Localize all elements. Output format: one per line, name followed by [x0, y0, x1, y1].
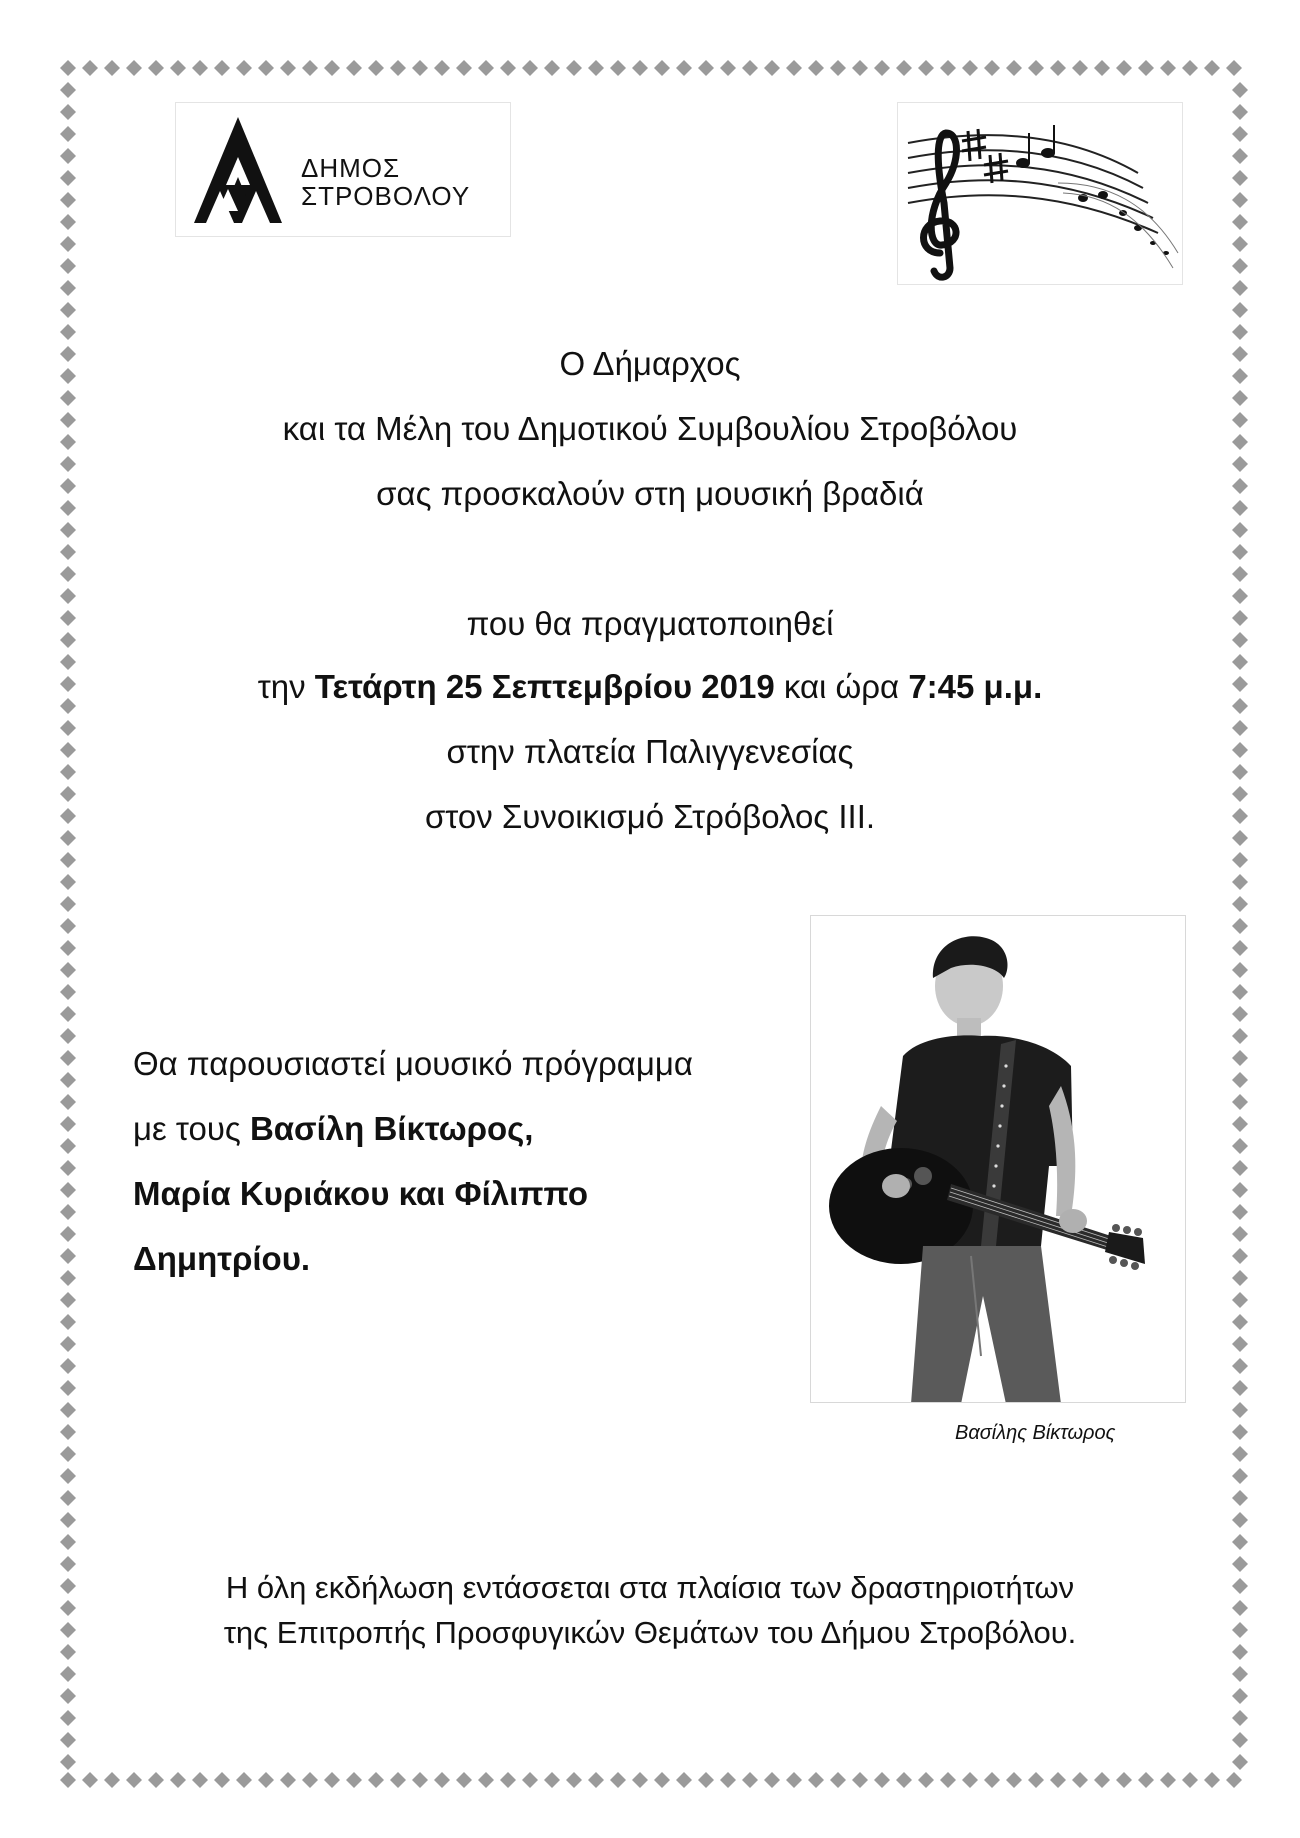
border-diamond — [280, 1772, 296, 1788]
border-diamond — [60, 1006, 76, 1022]
border-diamond — [1232, 1380, 1248, 1396]
border-diamond — [1232, 830, 1248, 846]
program-line-2 — [133, 1110, 533, 1148]
border-diamond — [60, 390, 76, 406]
border-diamond — [324, 1772, 340, 1788]
border-diamond — [1232, 918, 1248, 934]
border-diamond — [104, 1772, 120, 1788]
border-diamond — [1232, 214, 1248, 230]
guitarist-photo — [810, 915, 1186, 1403]
border-diamond — [60, 742, 76, 758]
border-diamond — [1116, 1772, 1132, 1788]
border-diamond — [588, 1772, 604, 1788]
border-diamond — [60, 588, 76, 604]
border-diamond — [60, 1512, 76, 1528]
time-prefix: και ώρα — [774, 668, 909, 705]
border-diamond — [1232, 654, 1248, 670]
border-diamond — [60, 1468, 76, 1484]
border-diamond — [1232, 236, 1248, 252]
border-diamond — [60, 1490, 76, 1506]
border-diamond — [60, 1138, 76, 1154]
border-diamond — [60, 1094, 76, 1110]
border-diamond — [60, 1072, 76, 1088]
border-diamond — [1232, 1732, 1248, 1748]
photo-caption: Βασίλης Βίκτωρος — [955, 1422, 1116, 1444]
border-diamond — [544, 1772, 560, 1788]
border-diamond — [786, 1772, 802, 1788]
border-diamond — [1232, 1138, 1248, 1154]
border-diamond — [1232, 1028, 1248, 1044]
border-diamond — [60, 324, 76, 340]
border-diamond — [60, 280, 76, 296]
border-diamond — [566, 1772, 582, 1788]
border-diamond — [60, 1666, 76, 1682]
footer-line-2: της Επιτροπής Προσφυγικών Θεμάτων του Δήμου Στροβόλου. — [223, 1615, 1077, 1650]
border-diamond — [1232, 126, 1248, 142]
footer-text — [100, 1570, 1200, 1670]
border-diamond — [60, 500, 76, 516]
border-diamond — [60, 632, 76, 648]
border-diamond — [60, 1292, 76, 1308]
border-diamond — [302, 1772, 318, 1788]
border-diamond — [60, 148, 76, 164]
border-diamond — [1232, 1402, 1248, 1418]
border-diamond — [1232, 1578, 1248, 1594]
border-diamond — [1232, 1072, 1248, 1088]
border-diamond — [60, 214, 76, 230]
border-diamond — [1232, 1600, 1248, 1616]
invitation-line-7: στον Συνοικισμό Στρόβολος ΙΙΙ. — [424, 798, 876, 835]
border-diamond — [1050, 1772, 1066, 1788]
border-diamond — [170, 1772, 186, 1788]
border-diamond — [984, 1772, 1000, 1788]
border-diamond — [60, 1116, 76, 1132]
border-diamond — [60, 258, 76, 274]
invitation-line-3: σας προσκαλούν στη μουσική βραδιά — [376, 475, 924, 512]
border-diamond — [60, 698, 76, 714]
border-diamond — [1232, 148, 1248, 164]
border-diamond — [60, 1314, 76, 1330]
border-diamond — [60, 852, 76, 868]
border-diamond — [1232, 808, 1248, 824]
border-diamond — [60, 654, 76, 670]
border-diamond — [1232, 984, 1248, 1000]
program-line-3 — [133, 1175, 588, 1213]
border-diamond — [632, 1772, 648, 1788]
border-diamond — [60, 1226, 76, 1242]
border-diamond — [764, 1772, 780, 1788]
border-diamond — [60, 236, 76, 252]
border-diamond — [830, 1772, 846, 1788]
border-diamond — [1006, 1772, 1022, 1788]
border-diamond — [126, 1772, 142, 1788]
program-line-1: Θα παρουσιαστεί μουσικό πρόγραμμα — [133, 1045, 693, 1082]
border-diamond — [610, 1772, 626, 1788]
border-diamond — [1232, 1314, 1248, 1330]
border-diamond — [60, 1028, 76, 1044]
border-diamond — [412, 1772, 428, 1788]
border-diamond — [654, 1772, 670, 1788]
border-diamond — [60, 1424, 76, 1440]
border-diamond — [1232, 324, 1248, 340]
border-diamond — [60, 1248, 76, 1264]
border-diamond — [60, 1446, 76, 1462]
border-diamond — [1232, 1534, 1248, 1550]
border-diamond — [60, 1336, 76, 1352]
border-diamond — [60, 1380, 76, 1396]
invitation-line-1: Ο Δήμαρχος — [559, 345, 741, 382]
border-diamond — [60, 1182, 76, 1198]
border-diamond — [60, 1644, 76, 1660]
border-diamond — [60, 1556, 76, 1572]
border-diamond — [214, 1772, 230, 1788]
border-diamond — [1232, 412, 1248, 428]
border-diamond — [60, 192, 76, 208]
invitation-text — [100, 0, 1200, 900]
border-diamond — [236, 1772, 252, 1788]
border-diamond — [1232, 500, 1248, 516]
performer-3-surname: Δημητρίου. — [133, 1240, 311, 1277]
border-diamond — [1232, 302, 1248, 318]
border-diamond — [1232, 1468, 1248, 1484]
border-diamond — [1232, 456, 1248, 472]
program-line-4 — [133, 1240, 310, 1278]
border-diamond — [60, 456, 76, 472]
invitation-line-4: που θα πραγματοποιηθεί — [466, 605, 834, 642]
invitation-line-2: και τα Μέλη του Δημοτικού Συμβουλίου Στροβόλου — [282, 410, 1018, 447]
border-diamond — [676, 1772, 692, 1788]
border-diamond — [368, 1772, 384, 1788]
border-diamond — [698, 1772, 714, 1788]
border-diamond — [60, 720, 76, 736]
border-diamond — [1232, 1688, 1248, 1704]
border-diamond — [60, 962, 76, 978]
border-diamond — [60, 984, 76, 1000]
border-diamond — [1232, 1248, 1248, 1264]
border-diamond — [1138, 1772, 1154, 1788]
border-diamond — [60, 412, 76, 428]
border-diamond — [500, 1772, 516, 1788]
border-diamond — [1232, 104, 1248, 120]
border-diamond — [346, 1772, 362, 1788]
border-diamond — [1226, 60, 1242, 76]
border-diamond — [1232, 368, 1248, 384]
border-diamond — [60, 1534, 76, 1550]
border-diamond — [1232, 1116, 1248, 1132]
border-diamond — [60, 1754, 76, 1770]
border-diamond — [1232, 346, 1248, 362]
border-diamond — [60, 170, 76, 186]
border-diamond — [60, 368, 76, 384]
border-diamond — [1232, 764, 1248, 780]
border-diamond — [82, 60, 98, 76]
border-diamond — [1232, 522, 1248, 538]
border-diamond — [60, 302, 76, 318]
border-diamond — [742, 1772, 758, 1788]
border-diamond — [1182, 1772, 1198, 1788]
border-diamond — [390, 1772, 406, 1788]
border-diamond — [60, 434, 76, 450]
border-diamond — [1204, 1772, 1220, 1788]
logo-text-line1: ΔΗΜΟΣ — [301, 153, 401, 183]
border-diamond — [1160, 1772, 1176, 1788]
border-diamond — [962, 1772, 978, 1788]
border-diamond — [1232, 962, 1248, 978]
border-diamond — [60, 1710, 76, 1726]
border-diamond — [60, 478, 76, 494]
border-diamond — [720, 1772, 736, 1788]
border-diamond — [60, 1204, 76, 1220]
border-diamond — [60, 786, 76, 802]
border-diamond — [1226, 1772, 1242, 1788]
border-diamond — [60, 1160, 76, 1176]
program-line-2-prefix: με τους — [133, 1110, 250, 1147]
border-diamond — [60, 1600, 76, 1616]
border-diamond — [1232, 1666, 1248, 1682]
border-diamond — [1232, 1270, 1248, 1286]
border-diamond — [60, 1578, 76, 1594]
border-diamond — [1232, 676, 1248, 692]
border-diamond — [60, 1270, 76, 1286]
border-diamond — [60, 544, 76, 560]
border-diamond — [1232, 698, 1248, 714]
border-diamond — [1232, 1754, 1248, 1770]
border-diamond — [1232, 1336, 1248, 1352]
border-diamond — [60, 1732, 76, 1748]
border-diamond — [1232, 1358, 1248, 1374]
border-diamond — [1232, 786, 1248, 802]
border-diamond — [60, 1358, 76, 1374]
border-diamond — [60, 830, 76, 846]
border-diamond — [1232, 170, 1248, 186]
border-diamond — [1232, 1446, 1248, 1462]
border-diamond — [1232, 1512, 1248, 1528]
border-diamond — [148, 1772, 164, 1788]
border-diamond — [60, 566, 76, 582]
border-diamond — [1232, 940, 1248, 956]
border-diamond — [1204, 60, 1220, 76]
border-diamond — [1232, 1094, 1248, 1110]
invitation-line-6: στην πλατεία Παλιγγενεσίας — [446, 733, 854, 770]
border-diamond — [60, 896, 76, 912]
border-diamond — [1232, 1160, 1248, 1176]
border-diamond — [1232, 852, 1248, 868]
border-diamond — [60, 1050, 76, 1066]
border-diamond — [1232, 1226, 1248, 1242]
border-diamond — [1232, 1424, 1248, 1440]
border-diamond — [60, 940, 76, 956]
border-diamond — [1232, 258, 1248, 274]
footer-line-1: Η όλη εκδήλωση εντάσσεται στα πλαίσια των δραστηριοτήτων — [225, 1570, 1075, 1605]
border-diamond — [1232, 896, 1248, 912]
border-diamond — [1232, 280, 1248, 296]
border-diamond — [522, 1772, 538, 1788]
border-diamond — [808, 1772, 824, 1788]
logo-text-line2: ΣΤΡΟΒΟΛΟΥ — [301, 181, 471, 211]
border-diamond — [82, 1772, 98, 1788]
invitation-date-line — [100, 668, 1200, 706]
border-diamond — [918, 1772, 934, 1788]
border-diamond — [1232, 1006, 1248, 1022]
border-diamond — [434, 1772, 450, 1788]
event-time: 7:45 μ.μ. — [908, 668, 1043, 705]
border-diamond — [1232, 1182, 1248, 1198]
border-diamond — [258, 1772, 274, 1788]
border-diamond — [60, 126, 76, 142]
border-diamond — [1232, 742, 1248, 758]
border-diamond — [1232, 434, 1248, 450]
border-diamond — [1232, 632, 1248, 648]
border-diamond — [1232, 874, 1248, 890]
performers-2-3: Μαρία Κυριάκου και Φίλιππο — [133, 1175, 589, 1212]
border-diamond — [60, 676, 76, 692]
border-diamond — [60, 610, 76, 626]
border-diamond — [1072, 1772, 1088, 1788]
border-diamond — [1232, 566, 1248, 582]
border-diamond — [60, 60, 76, 76]
performer-1: Βασίλη Βίκτωρος, — [249, 1110, 534, 1147]
border-diamond — [1232, 1050, 1248, 1066]
border-diamond — [1232, 1622, 1248, 1638]
border-diamond — [1028, 1772, 1044, 1788]
border-diamond — [1232, 1204, 1248, 1220]
border-diamond — [60, 918, 76, 934]
border-diamond — [896, 1772, 912, 1788]
border-diamond — [1232, 1556, 1248, 1572]
border-diamond — [60, 346, 76, 362]
border-diamond — [60, 1688, 76, 1704]
border-diamond — [60, 874, 76, 890]
border-diamond — [456, 1772, 472, 1788]
border-diamond — [60, 522, 76, 538]
border-diamond — [1232, 82, 1248, 98]
border-diamond — [1232, 1644, 1248, 1660]
border-diamond — [1232, 1490, 1248, 1506]
border-diamond — [1232, 390, 1248, 406]
border-diamond — [60, 808, 76, 824]
border-diamond — [1094, 1772, 1110, 1788]
border-diamond — [1232, 610, 1248, 626]
border-diamond — [1232, 588, 1248, 604]
date-prefix: την — [257, 668, 315, 705]
border-diamond — [940, 1772, 956, 1788]
border-diamond — [874, 1772, 890, 1788]
border-diamond — [192, 1772, 208, 1788]
border-diamond — [478, 1772, 494, 1788]
border-diamond — [60, 764, 76, 780]
border-diamond — [60, 1402, 76, 1418]
border-diamond — [1232, 720, 1248, 736]
border-diamond — [60, 104, 76, 120]
border-diamond — [60, 1772, 76, 1788]
border-diamond — [60, 1622, 76, 1638]
border-diamond — [60, 82, 76, 98]
border-diamond — [1232, 1710, 1248, 1726]
border-diamond — [852, 1772, 868, 1788]
border-diamond — [1232, 192, 1248, 208]
border-diamond — [1232, 544, 1248, 560]
border-diamond — [1232, 1292, 1248, 1308]
border-diamond — [1232, 478, 1248, 494]
event-date: Τετάρτη 25 Σεπτεμβρίου 2019 — [314, 668, 775, 705]
